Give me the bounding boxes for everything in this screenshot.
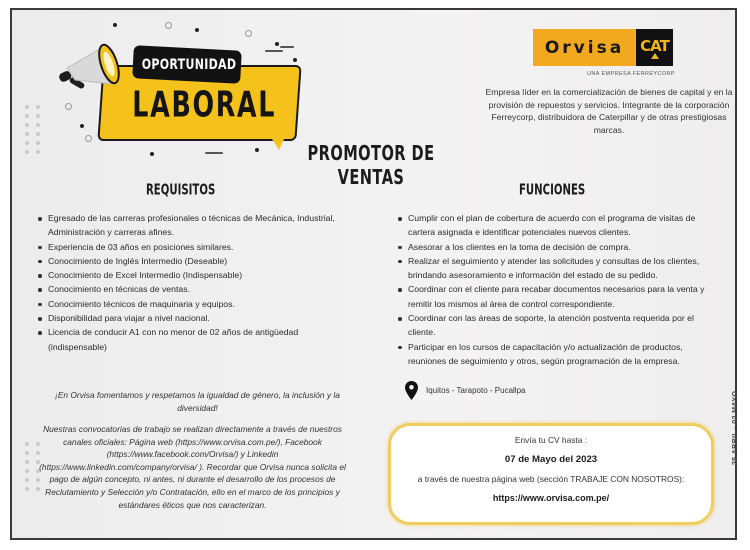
cat-logo-icon [636, 29, 673, 66]
map-pin-icon [405, 381, 418, 400]
requirements-list [37, 211, 337, 354]
orvisa-wordmark: Orvisa [533, 29, 636, 66]
function-item: Realizar el seguimiento y atender las solicitudes y consultas de los clientes, brindando asesoramiento e información del estado de su pedido. [397, 254, 715, 283]
function-item: Coordinar con el cliente para recabar documentos necesarios para la venta y remitir los mismos al área de control correspondiente. [397, 282, 715, 311]
requirement-item: Experiencia de 03 años en posiciones similares. [37, 240, 337, 254]
requirement-item: Disponibilidad para viajar a nivel nacional. [37, 311, 337, 325]
publication-date-range: 25 ABRIL - 02 MAYO [730, 390, 739, 465]
logo-subtitle: UNA EMPRESA FERREYCORP [587, 71, 675, 77]
orvisa-cat-logo [533, 29, 673, 66]
function-item: Asesorar a los clientes en la toma de decisión de compra. [397, 240, 715, 254]
functions-heading: FUNCIONES [519, 182, 586, 200]
requirement-item: Licencia de conducir A1 con no menor de 02 años de antigüedad (indispensable) [37, 325, 337, 354]
decorative-dots [25, 105, 42, 154]
function-item: Cumplir con el plan de cobertura de acuerdo con el programa de visitas de cartera asignada e identificar potenciales nuevos clientes. [397, 211, 715, 240]
cv-submission-box [388, 423, 714, 525]
requirement-item: Conocimiento de Excel Intermedio (Indispensable) [37, 268, 337, 282]
cat-wordmark: CAT [640, 36, 669, 55]
cv-intro: Envía tu CV hasta : [514, 435, 588, 445]
requirement-item: Conocimiento en técnicas de ventas. [37, 282, 337, 296]
badge-small-text: OPORTUNIDAD [141, 56, 237, 73]
function-item: Coordinar con las áreas de soporte, la atención postventa requerida por el cliente. [397, 311, 715, 340]
company-description: Empresa líder en la comercialización de bienes de capital y en la provisión de repuestos y servicios. Integrante de la corporación Ferreycorp, distribuidora de Caterpillar y de otras prestigiosas marcas. [485, 87, 733, 135]
requirement-item: Conocimiento de Inglés Intermedio (Deseable) [37, 254, 337, 268]
recruitment-notice: Nuestras convocatorias de trabajo se realizan directamente a través de nuestros canales oficiales: Página web (https://www.orvisa.com.pe/), Facebook (https://www.facebook.com/Orvisa/) y Linkedin (https://www.linkedin.com/company/orvisa/ ). Recordar que Orvisa nunca solicita el pago de algún concepto, ni antes, ni durante el desarrollo de los procesos de Reclutamiento y Selección y/o Contratación, ello en el marco de los principios y estándares éticos que nos caracterizan. [39, 424, 346, 510]
diversity-statement: ¡En Orvisa fomentamos y respetamos la igualdad de género, la inclusión y la diversidad! [55, 390, 340, 413]
job-title: PROMOTOR DE VENTAS [307, 142, 435, 190]
opportunity-badge [55, 20, 305, 150]
job-location [405, 381, 525, 400]
requirements-heading: REQUISITOS [146, 182, 216, 200]
cv-website-link[interactable]: https://www.orvisa.com.pe/ [492, 493, 610, 503]
functions-list [397, 211, 715, 368]
requirement-item: Conocimiento técnicos de maquinaria y equipos. [37, 297, 337, 311]
requirement-item: Egresado de las carreras profesionales o técnicas de Mecánica, Industrial, Administración y carreras afines. [37, 211, 337, 240]
cv-deadline: 07 de Mayo del 2023 [504, 454, 598, 465]
cv-instructions: a través de nuestra página web (sección TRABAJE CON NOSOTROS): [417, 474, 685, 484]
location-text: Iquitos - Tarapoto - Pucallpa [426, 386, 526, 395]
function-item: Participar en los cursos de capacitación y/o actualización de productos, reuniones de seguimiento y otros, según programación de la empresa. [397, 340, 715, 369]
badge-big-text: LABORAL [132, 84, 277, 126]
megaphone-icon [55, 32, 127, 102]
